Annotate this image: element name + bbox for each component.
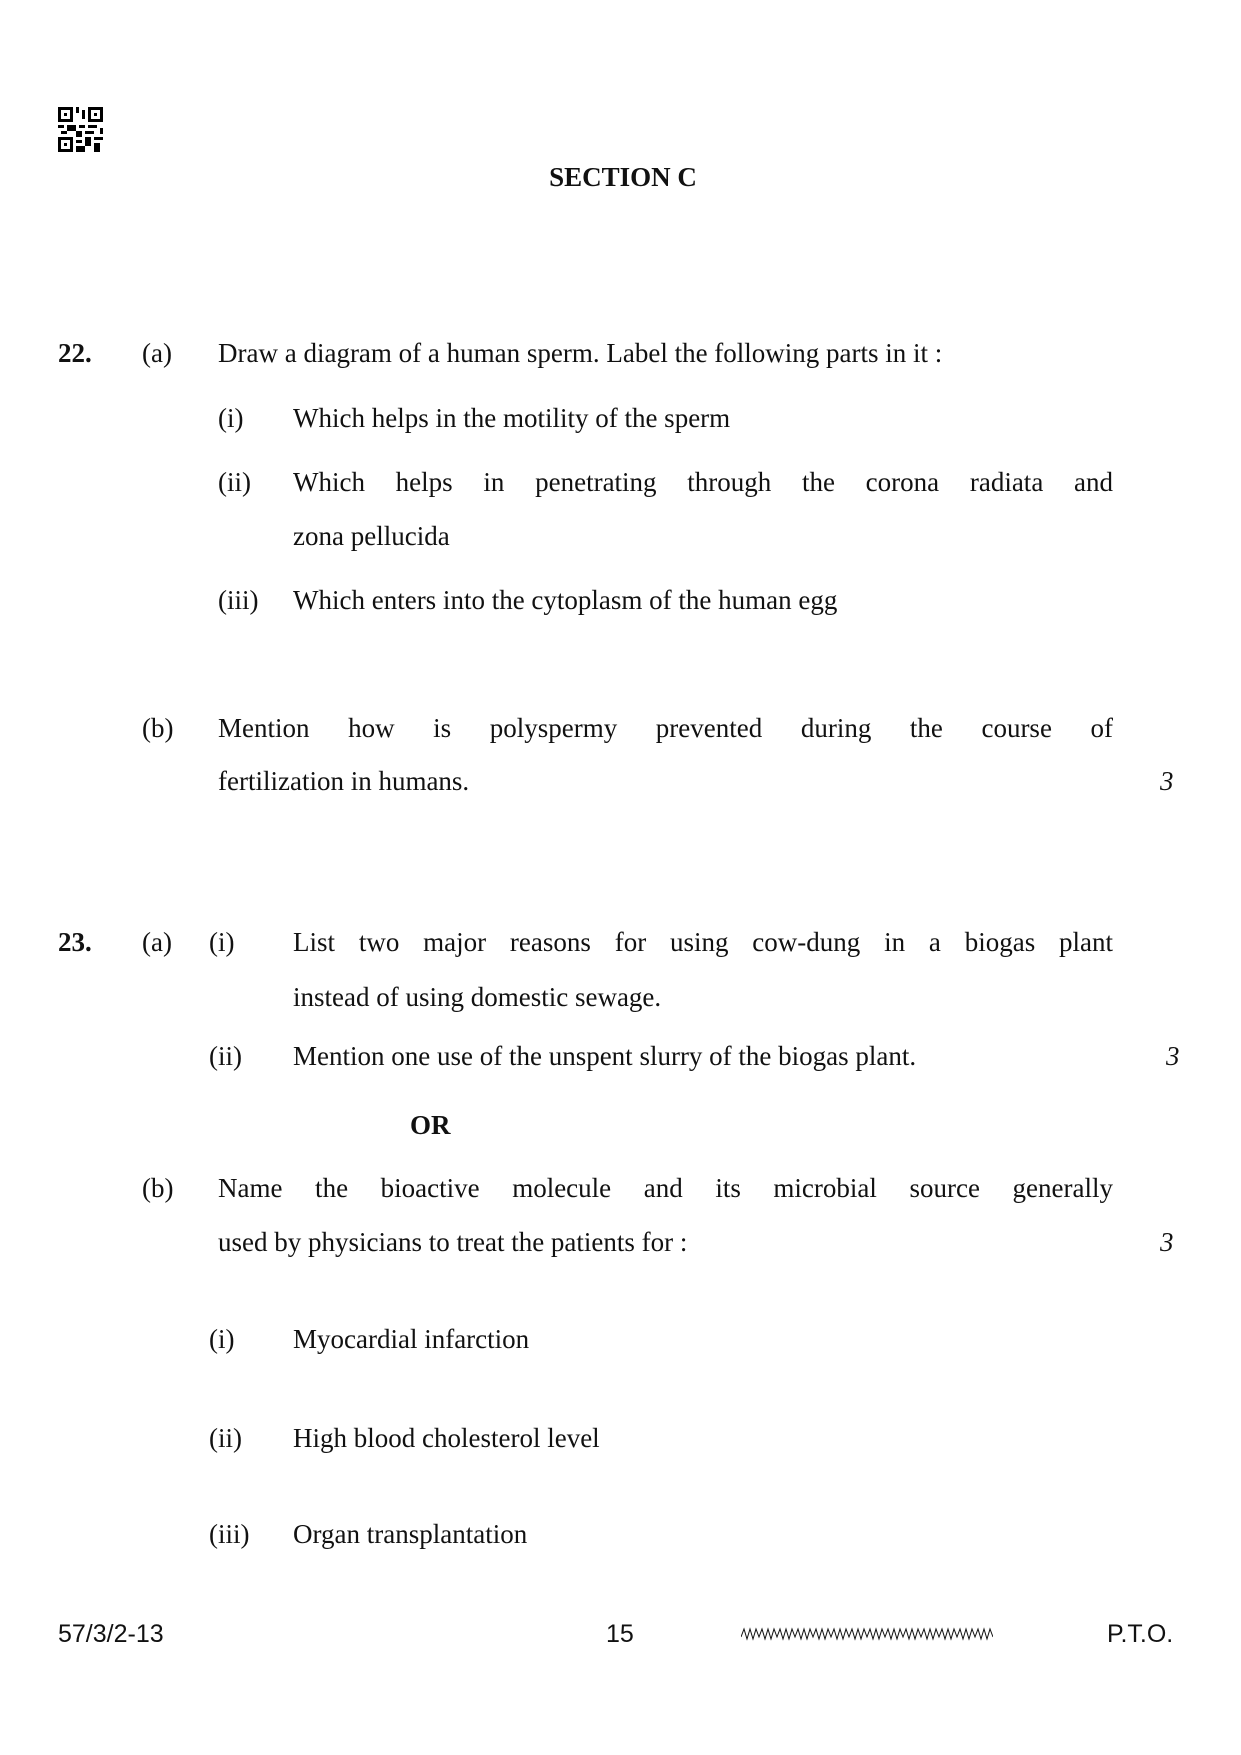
question-number: 22. xyxy=(58,338,92,368)
sub-label: (i) xyxy=(218,403,244,433)
sub-label: (i) xyxy=(209,927,235,957)
part-label: (b) xyxy=(142,713,174,743)
marks: 3 xyxy=(1166,1041,1180,1071)
sub-text: Which enters into the cytoplasm of the human egg xyxy=(293,585,838,615)
part-label: (a) xyxy=(142,338,172,368)
sub-label: (i) xyxy=(209,1324,235,1354)
sub-text: Mention one use of the unspent slurry of the biogas plant. xyxy=(293,1041,917,1071)
page-number: 15 xyxy=(606,1620,634,1648)
qr-code-icon xyxy=(58,107,103,152)
sub-text: Organ transplantation xyxy=(293,1519,528,1549)
question-text: used by physicians to treat the patients for : xyxy=(218,1227,688,1257)
or-divider: OR xyxy=(410,1110,451,1140)
sub-text: Which helps in penetrating through the corona radiata and xyxy=(293,467,1113,497)
section-title: SECTION C xyxy=(549,162,697,192)
part-label: (a) xyxy=(142,927,172,957)
sub-text: zona pellucida xyxy=(293,521,450,551)
wavy-line-decoration xyxy=(741,1627,993,1641)
sub-label: (ii) xyxy=(218,467,251,497)
question-text: Name the bioactive molecule and its microbial source generally xyxy=(218,1173,1113,1203)
sub-text: High blood cholesterol level xyxy=(293,1423,600,1453)
sub-text: List two major reasons for using cow-dung in a biogas plant xyxy=(293,927,1113,957)
sub-label: (iii) xyxy=(209,1519,250,1549)
sub-text: instead of using domestic sewage. xyxy=(293,982,662,1012)
question-text: Mention how is polyspermy prevented during the course of xyxy=(218,713,1113,743)
question-text: fertilization in humans. xyxy=(218,766,470,796)
part-label: (b) xyxy=(142,1173,174,1203)
sub-text: Myocardial infarction xyxy=(293,1324,530,1354)
pto-label: P.T.O. xyxy=(1107,1620,1174,1648)
question-number: 23. xyxy=(58,927,92,957)
sub-text: Which helps in the motility of the sperm xyxy=(293,403,731,433)
paper-code: 57/3/2-13 xyxy=(58,1620,164,1648)
sub-label: (iii) xyxy=(218,585,259,615)
marks: 3 xyxy=(1160,766,1174,796)
question-text: Draw a diagram of a human sperm. Label the following parts in it : xyxy=(218,338,943,368)
marks: 3 xyxy=(1160,1227,1174,1257)
sub-label: (ii) xyxy=(209,1423,242,1453)
sub-label: (ii) xyxy=(209,1041,242,1071)
